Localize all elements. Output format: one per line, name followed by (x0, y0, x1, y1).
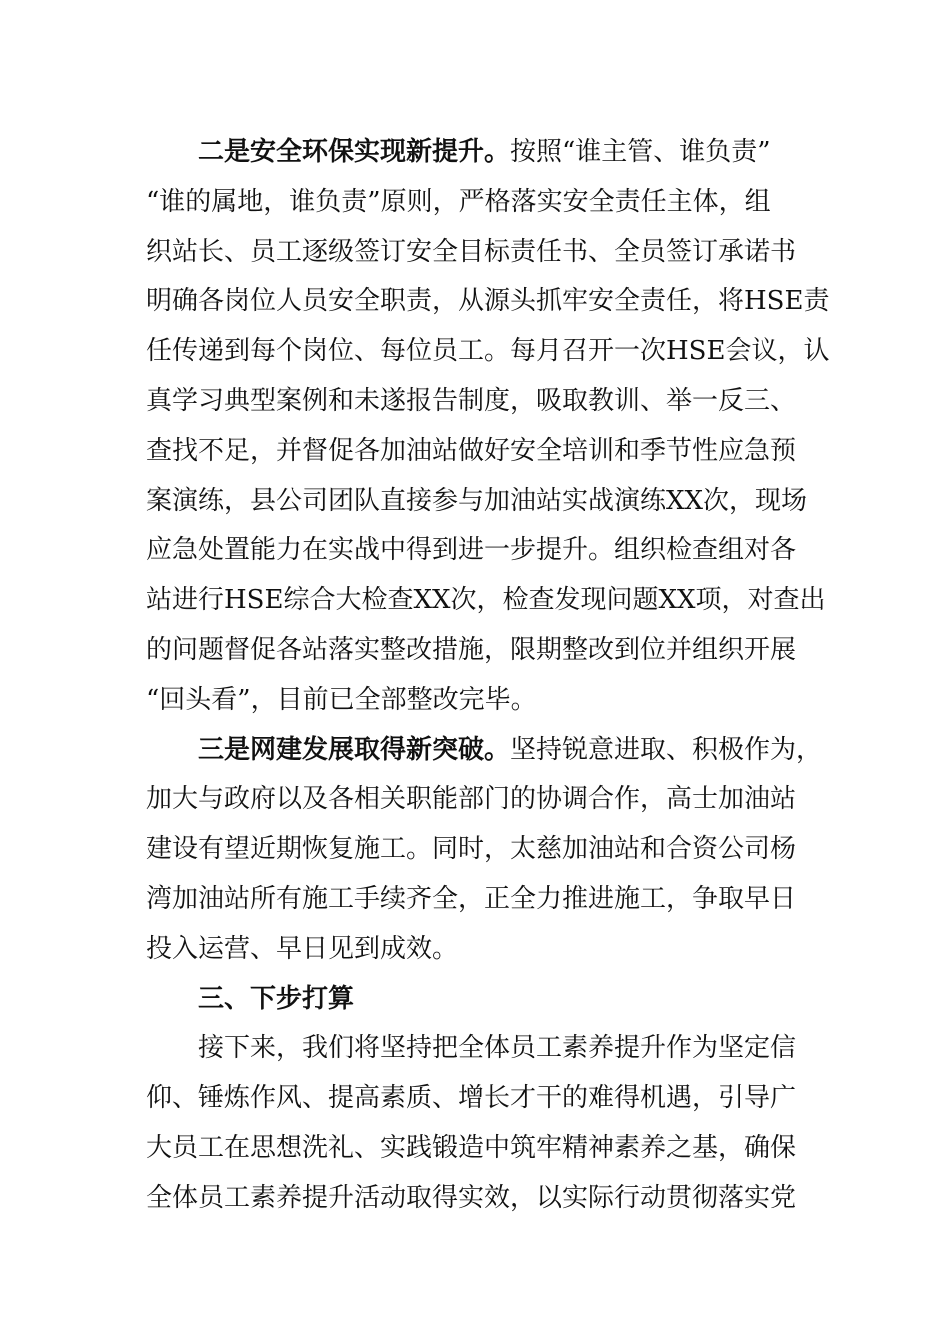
paragraph-line: “谁的属地，谁负责”原则，严格落实安全责任主体，组 (146, 186, 771, 217)
paragraph-line: 大员工在思想洗礼、实践锻造中筑牢精神素养之基，确保 (146, 1132, 797, 1163)
paragraph-line: 仰、锤炼作风、提高素质、增长才干的难得机遇，引导广 (146, 1083, 797, 1114)
paragraph-line: 案演练，县公司团队直接参与加油站实战演练XX次，现场 (146, 485, 808, 516)
paragraph-line (146, 726, 836, 776)
paragraph-line: 湾加油站所有施工手续齐全，正全力推进施工，争取早日 (146, 883, 797, 914)
document-body (146, 128, 836, 1224)
paragraph-line: 接下来，我们将坚持把全体员工素养提升作为坚定信 (198, 1033, 797, 1064)
paragraph-line: 投入运营、早日见到成效。 (146, 933, 459, 964)
paragraph-lead: 三是网建发展取得新突破。 (198, 734, 511, 765)
section-heading: 三、下步打算 (198, 983, 355, 1014)
paragraph-line: 加大与政府以及各相关职能部门的协调合作，高士加油站 (146, 784, 797, 815)
paragraph-line: “回头看”，目前已全部整改完毕。 (146, 684, 537, 715)
paragraph-line: 站进行HSE综合大检查XX次，检查发现问题XX项，对查出 (146, 585, 826, 616)
paragraph-line: 查找不足，并督促各加油站做好安全培训和季节性应急预 (146, 435, 797, 466)
paragraph-text: 按照“谁主管、谁负责” (510, 137, 771, 167)
paragraph-line: 任传递到每个岗位、每位员工。每月召开一次HSE会议，认 (146, 336, 830, 367)
paragraph-line (146, 128, 836, 178)
paragraph-line: 的问题督促各站落实整改措施，限期整改到位并组织开展 (146, 634, 797, 665)
paragraph-line: 织站长、员工逐级签订安全目标责任书、全员签订承诺书 (146, 236, 797, 267)
paragraph-text: 坚持锐意进取、积极作为， (510, 734, 823, 765)
paragraph-line: 应急处置能力在实战中得到进一步提升。组织检查组对各 (146, 535, 797, 566)
paragraph-line: 建设有望近期恢复施工。同时，太慈加油站和合资公司杨 (146, 834, 797, 865)
paragraph-line: 明确各岗位人员安全职责，从源头抓牢安全责任，将HSE责 (146, 286, 830, 317)
paragraph-lead: 二是安全环保实现新提升。 (198, 137, 511, 167)
paragraph-line: 真学习典型案例和未遂报告制度，吸取教训、举一反三、 (146, 385, 797, 416)
paragraph-line: 全体员工素养提升活动取得实效，以实际行动贯彻落实党 (146, 1182, 797, 1213)
